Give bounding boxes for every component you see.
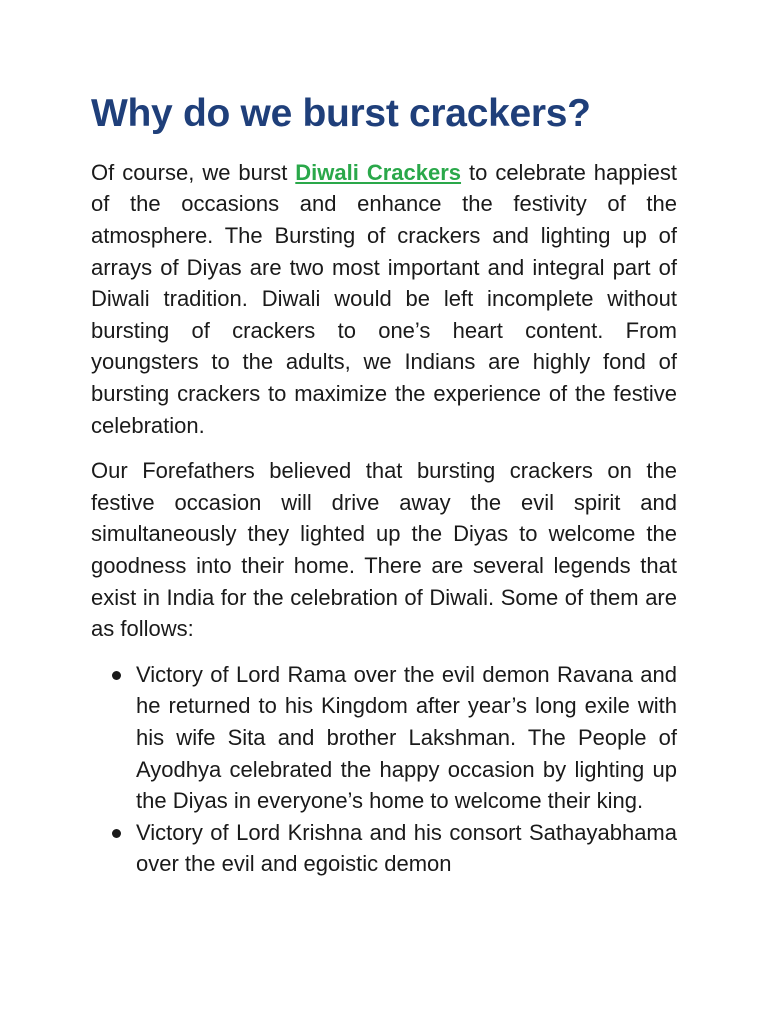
paragraph-forefathers: Our Forefathers believed that bursting crackers on the festive occasion will drive away the evil spirit and simultaneously they lighted up the Diyas to welcome the goodness into their home. There are several legends that exist in India for the celebration of Diwali. Some of them are as follows:: [91, 458, 677, 642]
bullet-icon: [112, 671, 121, 680]
list-item-text: Victory of Lord Rama over the evil demon Ravana and he returned to his Kingdom after year’s long exile with his wife Sita and brother Lakshman. The People of Ayodhya celebrated the happy occasion by lighting up the Diyas in everyone’s home to welcome their king.: [136, 661, 677, 814]
paragraph-intro-text-start: Of course, we burst: [91, 159, 296, 185]
list-item: [91, 817, 677, 880]
list-item: [91, 659, 677, 817]
paragraph-intro: [91, 157, 677, 441]
paragraph-intro-text-end: to celebrate happiest of the occasions and enhance the festivity of the atmosphere. The Bursting of crackers and lighting up of arrays of Diyas are two most important and integral part of Diwali tradition. Diwali would be left incomplete without bursting of crackers to one’s heart content. From youngsters to the adults, we Indians are highly fond of bursting crackers to maximize the experience of the festive celebration.: [91, 159, 677, 438]
page-title: Why do we burst crackers?: [91, 92, 591, 135]
list-item-text: Victory of Lord Krishna and his consort Sathayabhama over the evil and egoistic demon: [136, 819, 677, 877]
legends-list: [91, 659, 677, 880]
diwali-crackers-link[interactable]: Diwali Crackers: [295, 159, 462, 185]
document-page: [91, 92, 677, 880]
bullet-icon: [112, 829, 121, 838]
